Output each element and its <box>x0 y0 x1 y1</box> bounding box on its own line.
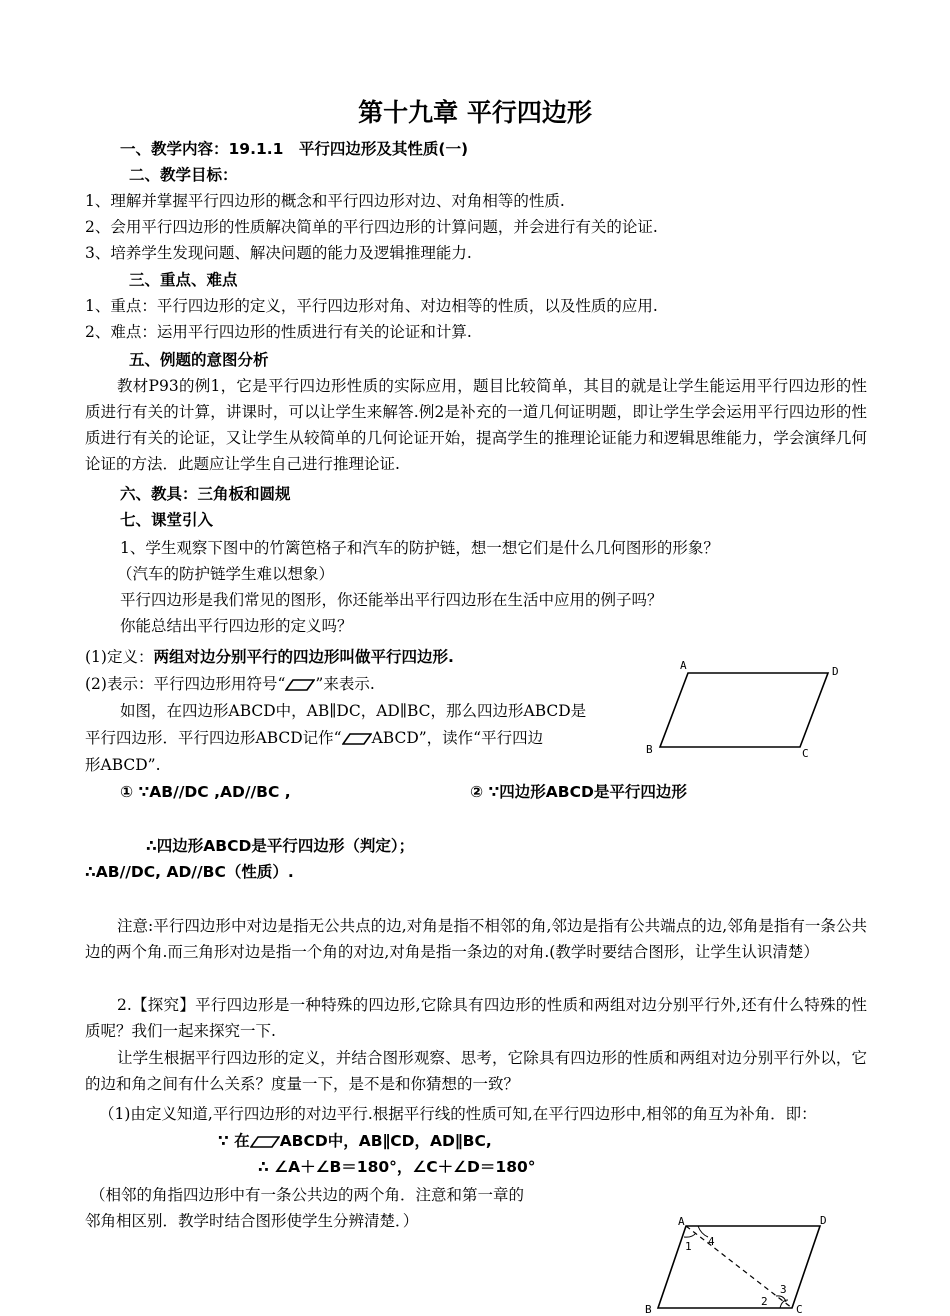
definition-line <box>85 647 454 667</box>
notation-line <box>85 674 375 694</box>
parallelogram-symbol-icon <box>285 679 315 691</box>
page-title: 第十九章 平行四边形 <box>358 98 592 127</box>
section-content: 一、教学内容：19.1.1 平行四边形及其性质(一) <box>120 140 469 158</box>
key-point-2: 2、难点：运用平行四边形的性质进行有关的论证和计算. <box>85 323 472 341</box>
vertex-c-label: C <box>802 747 809 760</box>
explore-paragraph: 2.【探究】平行四边形是一种特殊的四边形,它除具有四边形的性质和两组对边分别平行外,还有什么特殊的性质呢？我们一起来探究一下. <box>85 996 867 1040</box>
parallelogram-symbol-icon <box>250 1136 280 1148</box>
angle-1-arc <box>684 1233 696 1237</box>
discussion-paragraph: 让学生根据平行四边形的定义，并结合图形观察、思考，它除具有四边形的性质和两组对边分别平行外以，它的边和角之间有什么关系？度量一下，是不是和你猜想的一致？ <box>85 1049 867 1093</box>
formula-given-a: ∵ 在 <box>218 1132 250 1150</box>
formula-given <box>218 1131 492 1151</box>
section-key-points: 三、重点、难点 <box>129 271 238 289</box>
figure-text-3: 形ABCD”. <box>85 756 161 774</box>
figure-text-2b: ABCD”，读作“平行四边 <box>371 729 544 747</box>
intro-line-1: 1、学生观察下图中的竹篱笆格子和汽车的防护链，想一想它们是什么几何图形的形象？ <box>120 539 719 557</box>
section-tools: 六、教具：三角板和圆规 <box>120 485 291 503</box>
vertex-a-label: A <box>680 659 687 672</box>
vertex-d-label: D <box>820 1214 827 1227</box>
condition-2: ② ∵四边形ABCD是平行四边形 <box>470 783 687 801</box>
conclusion-judgment: ∴四边形ABCD是平行四边形（判定）； <box>146 837 415 855</box>
angle-4-label: 4 <box>708 1235 715 1248</box>
parallelogram-shape <box>660 673 828 747</box>
conclusion-property: ∴AB//DC, AD//BC（性质）. <box>85 863 294 881</box>
adjacent-note-1: （相邻的角指四边形中有一条公共边的两个角．注意和第一章的 <box>90 1186 525 1204</box>
section-intro: 七、课堂引入 <box>120 511 214 529</box>
parallelogram-figure <box>640 655 860 765</box>
angle-4-arc <box>698 1226 708 1237</box>
example-intent-paragraph: 教材P93的例1，它是平行四边形性质的实际应用，题目比较简单，其目的就是让学生能运用平行四边形的性质进行有关的计算，讲课时，可以让学生来解答.例2是补充的一道几何证明题，即让学生学会运用平行四边形的性质进行有关的论证，又让学生从较简单的几何论证开始，提高学生的推理论证能力和逻辑思维能力，学会演绎几何论证的方法．此题应让学生自己进行推理论证. <box>85 377 867 473</box>
note-paragraph: 注意:平行四边形中对边是指无公共点的边,对角是指不相邻的角,邻边是指有公共端点的边,邻角是指有一条公共边的两个角.而三角形对边是指一个角的对边,对角是指一条边的对角.(教学时要结合图形，让学生认识清楚） <box>85 917 867 961</box>
angle-1-label: 1 <box>685 1240 692 1253</box>
angle-3-label: 3 <box>780 1283 787 1296</box>
condition-1: ① ∵AB//DC ,AD//BC , <box>120 783 291 801</box>
notation-tail: ”来表示. <box>315 675 375 693</box>
intro-line-2: （汽车的防护链学生难以想象） <box>117 565 335 583</box>
adjacent-note-2: 邻角相区别．教学时结合图形使学生分辨清楚．） <box>85 1212 419 1230</box>
goal-3: 3、培养学生发现问题、解决问题的能力及逻辑推理能力. <box>85 244 472 262</box>
formula-result: ∴ ∠A＋∠B＝180°，∠C＋∠D＝180° <box>258 1158 536 1176</box>
vertex-a-label: A <box>678 1215 685 1228</box>
figure-text-2 <box>85 728 543 748</box>
vertex-d-label: D <box>832 665 839 678</box>
angle-2-label: 2 <box>761 1295 768 1308</box>
goal-2: 2、会用平行四边形的性质解决简单的平行四边形的计算问题，并会进行有关的论证. <box>85 218 658 236</box>
section-example-intent: 五、例题的意图分析 <box>129 351 269 369</box>
vertex-b-label: B <box>645 1303 652 1316</box>
parallelogram-symbol-icon <box>342 733 372 745</box>
parallelogram-diagonal-figure <box>640 1212 850 1316</box>
figure-text-1: 如图，在四边形ABCD中，AB∥DC，AD∥BC，那么四边形ABCD是 <box>120 702 587 720</box>
definition-label: (1)定义： <box>85 648 154 666</box>
section-goals: 二、教学目标： <box>129 166 238 184</box>
intro-line-3: 平行四边形是我们常见的图形，你还能举出平行四边形在生活中应用的例子吗？ <box>120 591 663 609</box>
vertex-b-label: B <box>646 743 653 756</box>
definition-text: 两组对边分别平行的四边形叫做平行四边形. <box>153 648 454 666</box>
figure-text-2a: 平行四边形．平行四边形ABCD记作“ <box>85 729 342 747</box>
goal-1: 1、理解并掌握平行四边形的概念和平行四边形对边、对角相等的性质. <box>85 192 565 210</box>
key-point-1: 1、重点：平行四边形的定义，平行四边形对角、对边相等的性质，以及性质的应用. <box>85 297 658 315</box>
notation-label: (2)表示：平行四边形用符号“ <box>85 675 286 693</box>
property-paragraph: （1)由定义知道,平行四边形的对边平行.根据平行线的性质可知,在平行四边形中,相邻的角互为补角．即： <box>99 1105 817 1123</box>
formula-given-b: ABCD中，AB∥CD，AD∥BC, <box>279 1132 492 1150</box>
intro-line-4: 你能总结出平行四边形的定义吗？ <box>120 617 353 635</box>
vertex-c-label: C <box>796 1303 803 1316</box>
